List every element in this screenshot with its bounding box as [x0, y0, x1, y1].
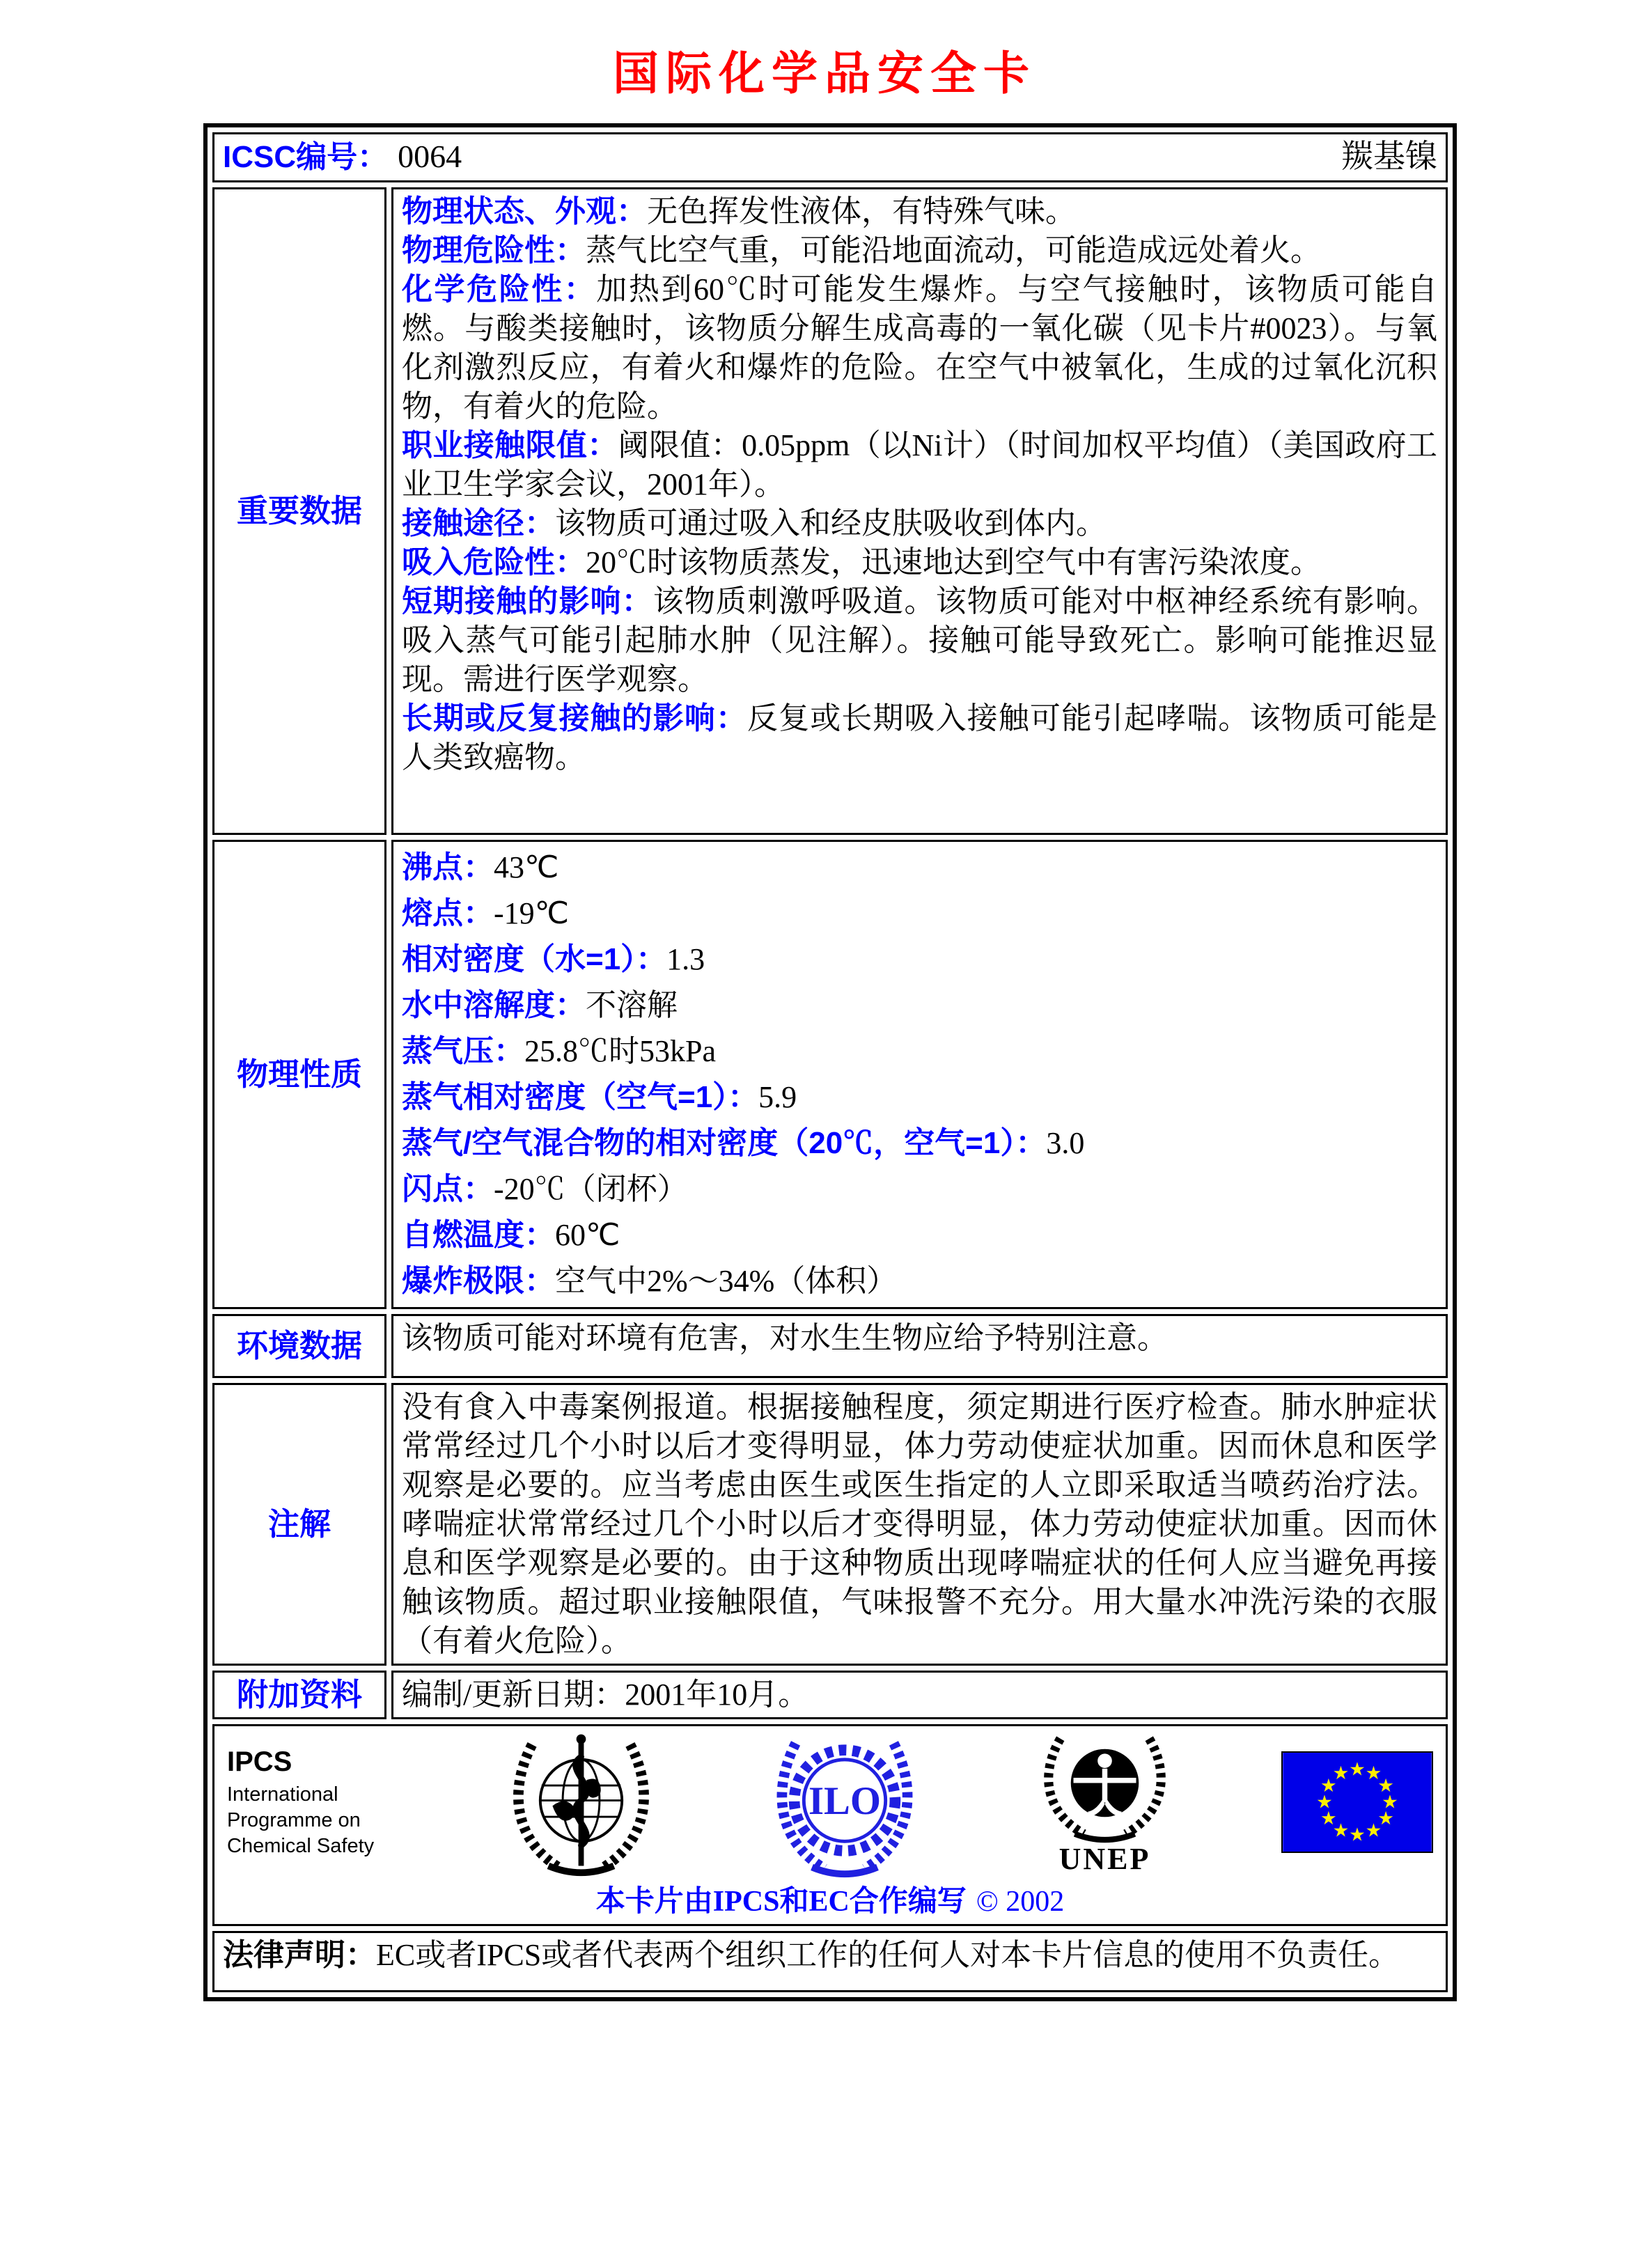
physical-item: [402, 1074, 1437, 1120]
unep-label: UNEP: [1058, 1842, 1151, 1876]
environment-data-row: [212, 1314, 1448, 1378]
eu-star-icon: ★: [1382, 1791, 1398, 1813]
item-text: 25.8℃时53kPa: [524, 1034, 716, 1068]
header-cell: [212, 132, 1448, 182]
item-label: 物理状态、外观：: [402, 194, 647, 228]
environment-text: 该物质可能对环境有危害，对水生生物应给予特别注意。: [402, 1321, 1168, 1355]
item-text: 无色挥发性液体，有特殊气味。: [647, 194, 1076, 228]
item-text: -20℃（闭杯）: [494, 1172, 688, 1206]
physical-item: [402, 891, 1437, 937]
ipcs-title: IPCS: [227, 1746, 292, 1777]
icsc-table: [203, 123, 1457, 2001]
item-label: 职业接触限值：: [402, 428, 618, 462]
additional-info-content: [391, 1671, 1448, 1719]
additional-info-line: [402, 1675, 1437, 1714]
item-label: 水中溶解度：: [402, 988, 586, 1022]
eu-star-icon: ★: [1332, 1762, 1350, 1785]
ipcs-line: International: [227, 1783, 338, 1806]
item-text: 1.3: [666, 942, 705, 976]
item-text: 反复或长期吸入接触可能引起哮喘。该物质可能是人类致癌物。: [402, 701, 1437, 774]
item-text: -19℃: [494, 896, 570, 930]
item-label: 熔点：: [402, 896, 494, 930]
important-data-row: [212, 187, 1448, 835]
item-text: 该物质可通过吸入和经皮肤吸收到体内。: [555, 506, 1107, 540]
environment-data-content: [391, 1314, 1448, 1378]
icsc-number-value: 0064: [398, 139, 462, 174]
legal-cell: [212, 1931, 1448, 1992]
item-label: 接触途径：: [402, 506, 555, 540]
legal-label: 法律声明：: [223, 1938, 376, 1972]
ilo-label: ILO: [808, 1778, 882, 1823]
row-label-important-data: 重要数据: [212, 187, 386, 835]
item-label: 蒸气压：: [402, 1034, 524, 1068]
eu-star-icon: ★: [1320, 1807, 1337, 1829]
eu-star-icon: ★: [1349, 1758, 1366, 1781]
item-label: 物理危险性：: [402, 233, 586, 267]
item-label: 相对密度（水=1）：: [402, 942, 667, 976]
item-label: 蒸气/空气混合物的相对密度（20℃，空气=1）：: [402, 1126, 1047, 1160]
important-item: [402, 543, 1437, 582]
item-label: 短期接触的影响：: [402, 584, 653, 618]
item-text: 60℃: [555, 1218, 620, 1252]
row-label-environment-data: 环境数据: [212, 1314, 386, 1378]
item-label: 沸点：: [402, 850, 494, 884]
additional-info-row: [212, 1671, 1448, 1719]
important-item: [402, 270, 1437, 426]
eu-star-icon: ★: [1377, 1774, 1394, 1797]
copyright-text: © 2002: [976, 1886, 1065, 1918]
eu-flag-icon: [1281, 1751, 1433, 1853]
physical-item: [402, 1166, 1437, 1212]
eu-star-icon: ★: [1320, 1774, 1337, 1797]
legal-row: [212, 1931, 1448, 1992]
cooperation-caption: [223, 1882, 1437, 1921]
eu-star-icon: ★: [1365, 1762, 1382, 1785]
unep-logo: [1026, 1729, 1183, 1875]
item-text: 该物质刺激呼吸道。该物质可能对中枢神经系统有影响。吸入蒸气可能引起肺水肿（见注解）。接触可能导致死亡。影响可能推迟显现。需进行医学观察。: [402, 584, 1437, 696]
important-item: [402, 231, 1437, 270]
notes-content: [391, 1383, 1448, 1666]
physical-properties-row: [212, 840, 1448, 1309]
physical-item: [402, 1258, 1437, 1304]
important-item: [402, 192, 1437, 231]
page-title: 国际化学品安全卡: [613, 49, 1036, 100]
physical-item: [402, 1212, 1437, 1258]
important-data-content: [391, 187, 1448, 835]
who-logo-icon: [499, 1724, 663, 1881]
important-item: [402, 426, 1437, 504]
eu-star-icon: ★: [1349, 1824, 1366, 1846]
header-row: [212, 132, 1448, 182]
item-text: 3.0: [1046, 1126, 1085, 1160]
eu-star-icon: ★: [1332, 1820, 1350, 1842]
item-text: 5.9: [758, 1080, 797, 1114]
item-text: 不溶解: [586, 988, 678, 1022]
item-text: 空气中2%～34%（体积）: [555, 1264, 898, 1298]
notes-row: [212, 1383, 1448, 1666]
item-text: 阈限值：0.05ppm（以Ni计）（时间加权平均值）（美国政府工业卫生学家会议，2001年）。: [402, 428, 1437, 501]
item-label: 蒸气相对密度（空气=1）：: [402, 1080, 759, 1114]
item-label: 爆炸极限：: [402, 1264, 555, 1298]
item-label: 化学危险性：: [402, 272, 597, 306]
caption-text: 本卡片由IPCS和EC合作编写: [595, 1886, 967, 1918]
update-date-label: 编制/更新日期：: [402, 1677, 625, 1712]
row-label-additional-info: 附加资料: [212, 1671, 386, 1719]
row-label-physical-properties: 物理性质: [212, 840, 386, 1309]
eu-star-icon: ★: [1365, 1820, 1382, 1842]
physical-item: [402, 1120, 1437, 1166]
chemical-name: 羰基镍: [1341, 139, 1437, 174]
important-item: [402, 582, 1437, 699]
item-label: 吸入危险性：: [402, 545, 586, 579]
important-item: [402, 699, 1437, 777]
item-label: 自燃温度：: [402, 1218, 555, 1252]
physical-item: [402, 983, 1437, 1029]
item-label: 闪点：: [402, 1172, 494, 1206]
logos-cell: [212, 1724, 1448, 1926]
eu-star-icon: ★: [1316, 1791, 1333, 1813]
physical-item: [402, 1029, 1437, 1074]
physical-properties-content: [391, 840, 1448, 1309]
legal-text: EC或者IPCS或者代表两个组织工作的任何人对本卡片信息的使用不负责任。: [376, 1938, 1400, 1972]
row-label-notes: 注解: [212, 1383, 386, 1666]
logos-row: [212, 1724, 1448, 1926]
notes-text: 没有食入中毒案例报道。根据接触程度，须定期进行医疗检查。肺水肿症状常常经过几个小时以后才变得明显，体力劳动使症状加重。因而休息和医学观察是必要的。应当考虑由医生或医生指定的人立即采取适当喷药治疗法。哮喘症状常常经过几个小时以后才变得明显，体力劳动使症状加重。因而休息和医学观察是必要的。由于这种物质出现哮喘症状的任何人应当避免再接触该物质。超过职业接触限值，气味报警不充分。用大量水冲洗污染的衣服（有着火危险）。: [402, 1390, 1437, 1658]
icsc-number-label: ICSC编号：: [223, 140, 389, 174]
unep-emblem-icon: [1026, 1729, 1183, 1847]
eu-star-icon: ★: [1377, 1807, 1394, 1829]
item-text: 加热到60℃时可能发生爆炸。与空气接触时，该物质可能自燃。与酸类接触时，该物质分解生成高毒的一氧化碳（见卡片#0023）。与氧化剂激烈反应，有着火和爆炸的危险。在空气中被氧化，生成的过氧化沉积物，有着火的危险。: [402, 272, 1438, 423]
important-item: [402, 504, 1437, 543]
update-date-value: 2001年10月。: [625, 1677, 809, 1712]
ipcs-line: Programme on: [227, 1808, 361, 1831]
item-text: 43℃: [494, 850, 559, 884]
icsc-card-page: [0, 36, 1649, 2268]
physical-item: [402, 845, 1437, 891]
item-text: 蒸气比空气重，可能沿地面流动，可能造成远处着火。: [586, 233, 1321, 267]
ilo-logo-icon: [761, 1724, 928, 1881]
item-label: 长期或反复接触的影响：: [402, 701, 748, 735]
physical-item: [402, 937, 1437, 983]
item-text: 20℃时该物质蒸发，迅速地达到空气中有害污染浓度。: [586, 545, 1321, 579]
ipcs-logo-text: [227, 1746, 401, 1859]
ipcs-line: Chemical Safety: [227, 1834, 375, 1857]
